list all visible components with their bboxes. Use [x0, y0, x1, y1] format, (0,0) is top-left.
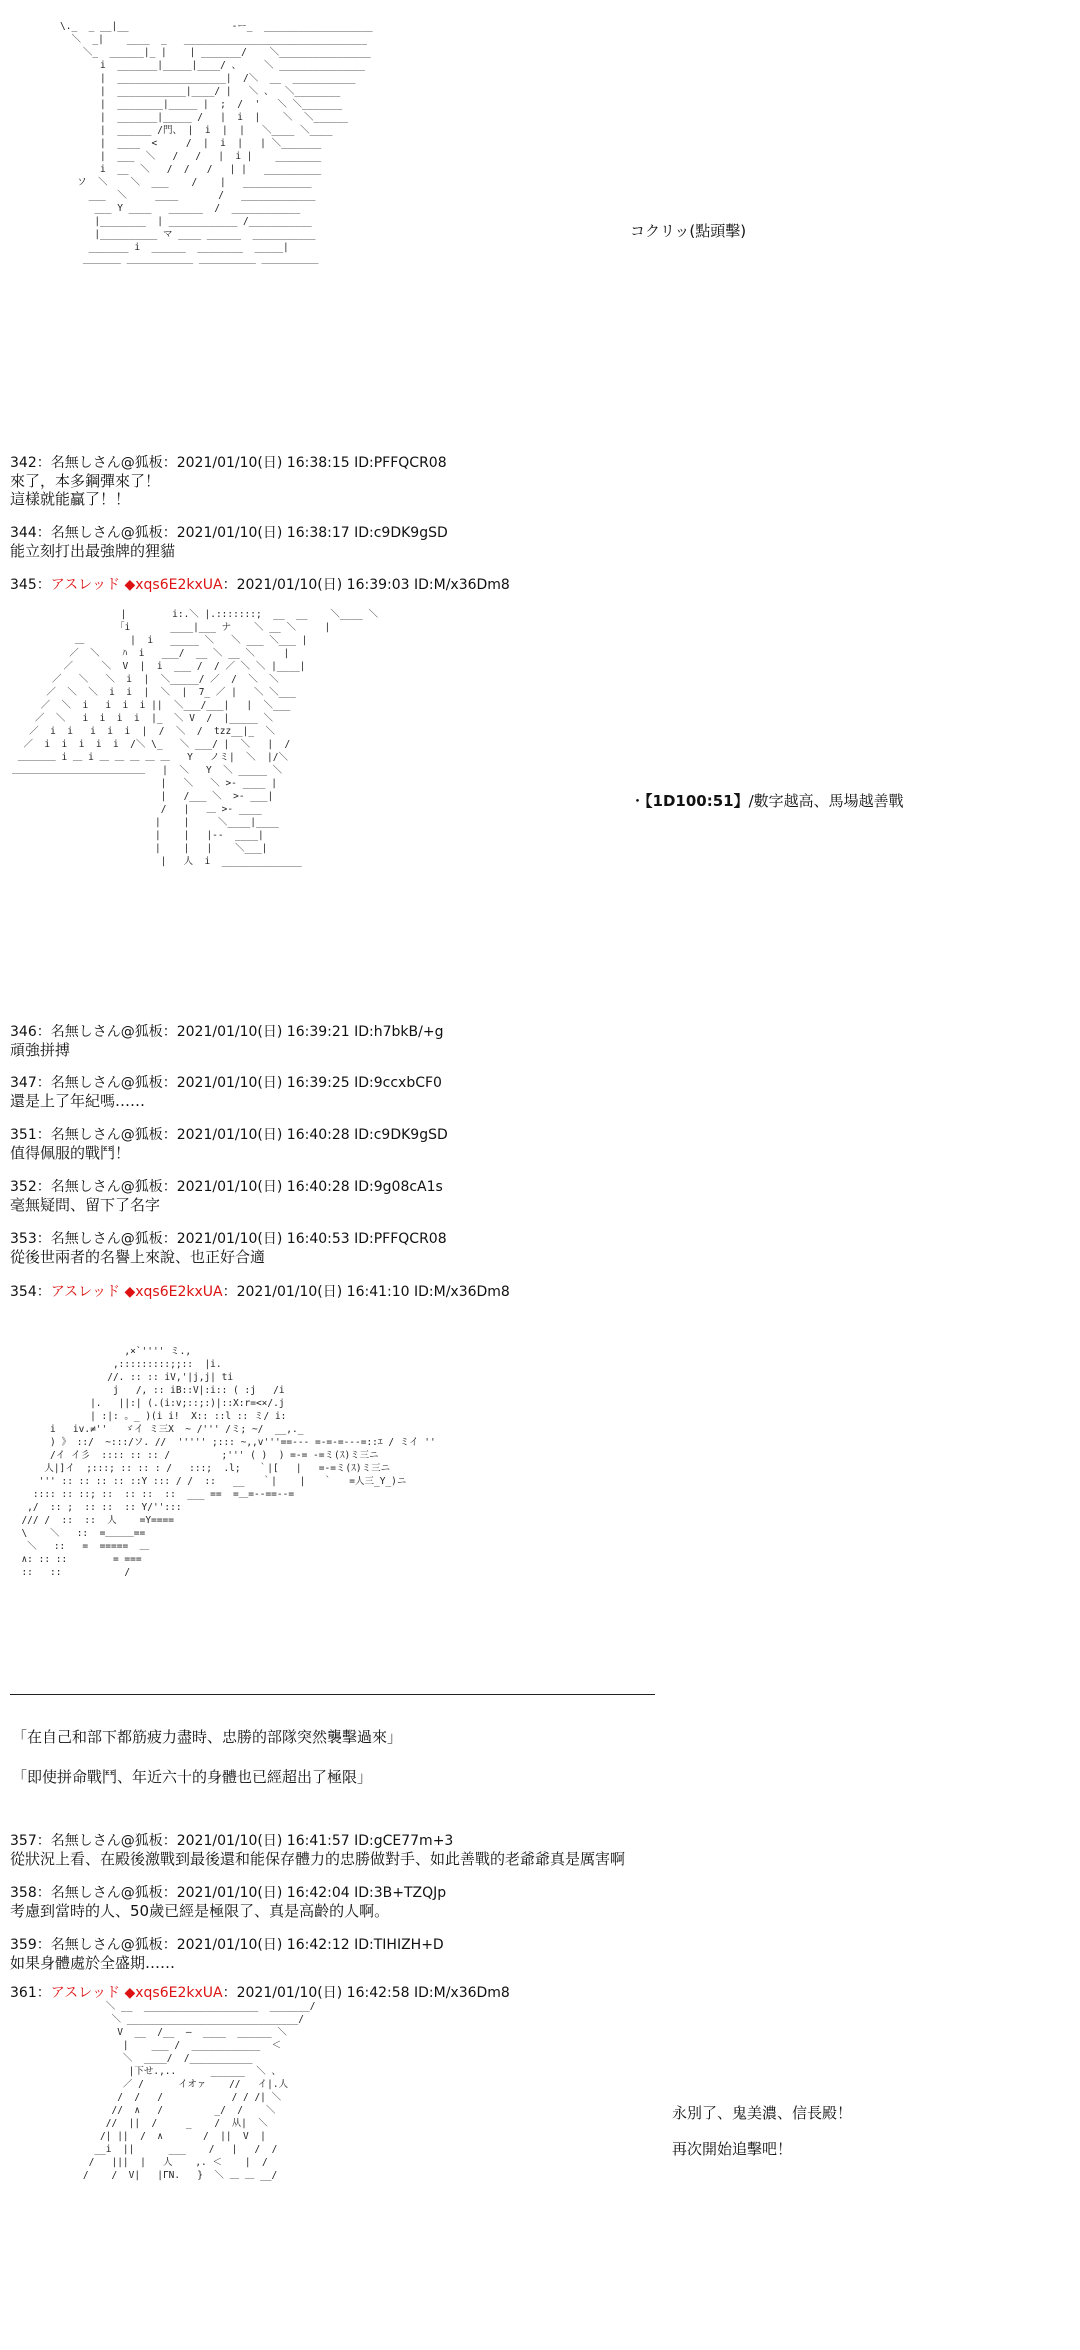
post-header	[10, 1284, 510, 1301]
post-351	[10, 1127, 448, 1162]
post-352	[10, 1179, 443, 1214]
post-header: 353：名無しさん@狐板：2021/01/10(日) 16:40:53 ID:PFFQCR08	[10, 1231, 447, 1247]
post-header: 346：名無しさん@狐板：2021/01/10(日) 16:39:21 ID:h7bkB/+g	[10, 1024, 444, 1040]
post-359	[10, 1937, 444, 1972]
dice-description: /數字越高、馬場越善戰	[748, 792, 904, 810]
dice-bullet: ・	[630, 792, 646, 810]
post-header	[10, 577, 510, 594]
post-body-line: 毫無疑問、留下了名字	[10, 1196, 161, 1214]
dice-roll-note	[630, 790, 904, 811]
post-meta: ：2021/01/10(日) 16:39:03 ID:M/x36Dm8	[222, 577, 510, 593]
divider	[10, 1694, 655, 1695]
post-body-line: 來了，本多鋼彈來了！	[10, 472, 161, 490]
ascii-art-4: ＼ __ ____________________ _______/ ＼ ______________________________/ V __ /__ ― ____ ______ ＼ | ___ / ____________ ＜ ＼ ____/ /___________ |下せ.,.. ______ ＼ 、 ／ / イオァ // イ|.人 / / / / / /| ＼ // ∧ / _/ / ＼ // || / _ / 从| ＼ /| || / ∧ / || V | __i || ___ / | / / / ||| | 人 ,. ＜ | / / / V| |ΓN. } ＼ ＿ ＿ __/	[82, 2001, 316, 2181]
author-name: アスレッド ◆xqs6E2kxUA	[50, 1985, 223, 2001]
post-header: 342：名無しさん@狐板：2021/01/10(日) 16:38:15 ID:PFFQCR08	[10, 455, 447, 471]
dice-result: 【1D100:51】	[645, 792, 749, 810]
post-body-line: 能立刻打出最強牌的狸貓	[10, 542, 176, 560]
post-346	[10, 1024, 443, 1059]
post-body-line: 值得佩服的戰鬥！	[10, 1144, 131, 1162]
post-number: 354：	[10, 1284, 51, 1300]
post-number: 361：	[10, 1985, 51, 2001]
post-header: 357：名無しさん@狐板：2021/01/10(日) 16:41:57 ID:gCE77m+3	[10, 1833, 454, 1849]
post-header: 358：名無しさん@狐板：2021/01/10(日) 16:42:04 ID:3B+TZQJp	[10, 1885, 447, 1901]
post-344	[10, 525, 448, 560]
post-body-line: 頑強拼搏	[10, 1041, 71, 1059]
post-358	[10, 1885, 446, 1920]
post-body-line: 這樣就能贏了！！	[10, 490, 131, 508]
author-name: アスレッド ◆xqs6E2kxUA	[50, 577, 223, 593]
post-meta: ：2021/01/10(日) 16:42:58 ID:M/x36Dm8	[222, 1985, 510, 2001]
post-header: 352：名無しさん@狐板：2021/01/10(日) 16:40:28 ID:9g08cA1s	[10, 1179, 443, 1195]
post-body-line: 如果身體處於全盛期……	[10, 1954, 176, 1972]
dialogue-charge: 再次開始追擊吧！	[672, 2140, 793, 2158]
post-header: 359：名無しさん@狐板：2021/01/10(日) 16:42:12 ID:TIHIZH+D	[10, 1937, 444, 1953]
post-342	[10, 455, 447, 508]
ascii-art-3: ,×`'''' ミ., ,:::::::::;;:: |i. //. :: :: iV,'|j,j| ti j /, :: iB::V|:i:: ( :j /i |. ||:| (.(i:v;::;:)|::X:r=<×/.j | :|: 。_ )(i i! X:: ::l :: ミ/ i: i iv.≠'' ゞイ ミ三X ~ /''' /ミ; ~/ __,._ ) 》 ::/ ~:::/ソ. // ''''' ;::: ~,,v'''==--- =-=-=---=::ｴ / ミイ '' /イ イ彡 :::: :: :: / ;''' ( ) ) =-= -=ミ(ｽ)ミ三ニ 人|]イ ;:::; :: :: : / :::; .l; ｀|[ | =-=ミ(ｽ)ミ三ニ ''' :: :: :: :: ::Y ::: / / :: __ ｀| | ｀ =人三_Y_)ニ :::: :: ::; :: :: :: :: ___ == =＿=--==--= ,/ :: ; :: :: :: Y/''::: /// / :: :: 人 =Y==== \ ＼ :: =＿＿＿== ＼ :: = ===== ＿ ∧: :: :: = === :: :: /	[21, 1346, 436, 1578]
post-body-line: 考慮到當時的人、50歲已經是極限了、真是高齡的人啊。	[10, 1902, 390, 1920]
dialogue-farewell: 永別了、鬼美濃、信長殿！	[672, 2104, 853, 2122]
post-header: 347：名無しさん@狐板：2021/01/10(日) 16:39:25 ID:9ccxbCF0	[10, 1075, 442, 1091]
post-header: 351：名無しさん@狐板：2021/01/10(日) 16:40:28 ID:c9DK9gSD	[10, 1127, 448, 1143]
narration-quote: 「即使拼命戰鬥、年近六十的身體也已經超出了極限」	[12, 1768, 373, 1786]
post-347	[10, 1075, 442, 1110]
post-353	[10, 1231, 447, 1266]
post-number: 345：	[10, 577, 51, 593]
post-354	[10, 1284, 510, 1301]
sfx-note: コクリッ(點頭擊)	[630, 222, 747, 240]
post-body-line: 還是上了年紀嗎……	[10, 1092, 146, 1110]
ascii-art-2: | i:.＼ |.:::::::; __ __ ＼____ ＼ 「i ____|___ ナ ＼ __ ＼ | ＿ | i _____ ＼ ＼ ___ ＼___ | ／ ＼ ﾊ i ___/ __ ＼ __ ＼ | ／ ＼ V | i ___ / / ／ ＼ ＼ |____| ／ ＼ ＼ i | ＼_____/ ／ / ＼ ＼ ／ ＼ ＼ i i | ＼ | 7_ ／ | ＼ ＼___ ／ ＼ i i i i || ＼___/___| | ＼___ ／ ＼ i i i i |_ ＼ V / |_____ ＼ ／ i i i i i | / ＼ / tzz__|_ ＼ ／ i i i i i /＼ \_ ＼ ___/ | ＼ | / ＿＿＿＿ i ＿ i ＿ ＿ ＿ ＿ ＿ Y ノミ| ＼ |/＼ ＿＿＿＿＿＿＿＿＿＿＿＿＿＿ | ＼ Y ＼ _____ ＼ | ＼ ＼ >- ____ | | /___ ＼ >- ___| / | ＿ >- ____ | | ＼____|____ | | |-- ____| | | | ＼___| | 人 i ______________	[12, 609, 378, 867]
post-345	[10, 577, 510, 594]
post-meta: ：2021/01/10(日) 16:41:10 ID:M/x36Dm8	[222, 1284, 510, 1300]
post-header: 344：名無しさん@狐板：2021/01/10(日) 16:38:17 ID:c9DK9gSD	[10, 525, 448, 541]
post-357	[10, 1833, 625, 1868]
post-body-line: 從後世兩者的名譽上來說、也正好合適	[10, 1248, 266, 1266]
narration-quote: 「在自己和部下都筋疲力盡時、忠勝的部隊突然襲擊過來」	[12, 1728, 403, 1746]
ascii-art-1: \._ _ __|__ ‐ー_ ___________________ ＼ _| ____ _ ________________________________ ＼_ ______|_ | | _______/ ＼________________ i _______|_____|____/ 、 ＼ _______________ | ___________________| /＼ __ ___________ | ____________|____/ | ＼ 、 ＼________ | ________|_____ | ; / ' ＼ ＼_______ | _______|_____ / | i | ＼ ＼______ | ______ /門、 | i | | ＼____ ＼____ | ____ < / | i | | ＼_______ | ___ ＼ / / | i | ________ i __ ＼ / / / | | __________ ソ ＼ ＼ ___ / | ____________ ___ ＼ ____ / _____________ ___ Y ____ ______ / ____________ |________ | ____________ /___________ |__________ マ ____ ______ ___________ _______ i ______ ________ _____| ＿＿＿＿ ＿＿＿＿＿＿＿ ＿＿＿＿＿＿ ＿＿＿＿＿＿	[60, 21, 373, 266]
post-body-line: 從狀況上看、在殿後激戰到最後還和能保存體力的忠勝做對手、如此善戰的老爺爺真是厲害啊	[10, 1850, 626, 1868]
author-name: アスレッド ◆xqs6E2kxUA	[50, 1284, 223, 1300]
